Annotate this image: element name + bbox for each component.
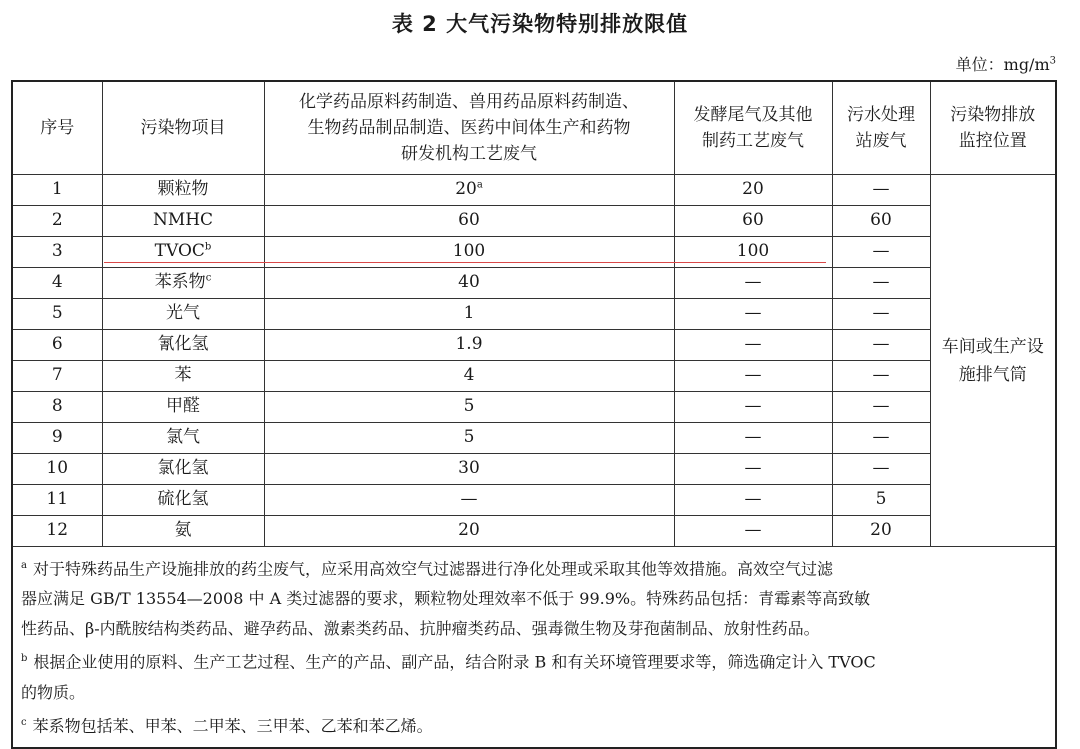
ferm-limit: 100 [674, 237, 832, 268]
footnote-mark: a [21, 560, 27, 571]
pollutant-name: 硫化氢 [102, 485, 264, 516]
ferm-limit: — [674, 299, 832, 330]
table-row [12, 516, 1056, 547]
chem-limit: 20 [264, 516, 674, 547]
chem-limit: 20$^a$ [264, 175, 674, 206]
row-number: 4 [12, 268, 102, 299]
notes-row [12, 547, 1056, 748]
chem-limit: 60 [264, 206, 674, 237]
table-row [12, 454, 1056, 485]
chem-limit: 1 [264, 299, 674, 330]
table-row [12, 330, 1056, 361]
sewage-limit: — [832, 423, 930, 454]
ferm-limit: — [674, 268, 832, 299]
monitor-location: 车间或生产设施排气筒 [930, 175, 1056, 547]
pollutant-name: TVOC$^b$ [102, 237, 264, 268]
chem-limit: 100 [264, 237, 674, 268]
table-row [12, 392, 1056, 423]
table-row [12, 361, 1056, 392]
sewage-limit: — [832, 237, 930, 268]
row-number: 5 [12, 299, 102, 330]
sewage-limit: — [832, 268, 930, 299]
pollutant-name: 颗粒物 [102, 175, 264, 206]
footnote-mark: c [21, 716, 27, 728]
ferm-limit: 60 [674, 206, 832, 237]
pollutant-name: 氯气 [102, 423, 264, 454]
footnote-line: 的物质。 [21, 682, 86, 702]
row-number: 6 [12, 330, 102, 361]
sewage-limit: — [832, 330, 930, 361]
ferm-limit: — [674, 330, 832, 361]
footnote-mark: b [21, 653, 28, 665]
sewage-limit: 20 [832, 516, 930, 547]
header-item: 污染物项目 [102, 81, 264, 175]
ferm-limit: — [674, 516, 832, 547]
table-row [12, 268, 1056, 299]
ferm-limit: 20 [674, 175, 832, 206]
pollutant-name: 氰化氢 [102, 330, 264, 361]
pollutant-name: 光气 [102, 299, 264, 330]
pollutant-name: 氨 [102, 516, 264, 547]
row-number: 11 [12, 485, 102, 516]
table-header-row [12, 81, 1056, 175]
header-no: 序号 [12, 81, 102, 175]
pollutant-name: 氯化氢 [102, 454, 264, 485]
row-number: 3 [12, 237, 102, 268]
header-ferm: 发酵尾气及其他 制药工艺废气 [674, 81, 832, 175]
ferm-limit: — [674, 485, 832, 516]
row-number: 12 [12, 516, 102, 547]
row-number: 9 [12, 423, 102, 454]
chem-limit: 40 [264, 268, 674, 299]
sewage-limit: — [832, 175, 930, 206]
sewage-limit: — [832, 392, 930, 423]
footnote-line: 器应满足 GB/T 13554—2008 中 A 类过滤器的要求，颗粒物处理效率不低于 99.9%。特殊药品包括：青霉素等高致敏 [21, 589, 871, 609]
row-number: 1 [12, 175, 102, 206]
footnote-line: $^c$ 苯系物包括苯、甲苯、二甲苯、三甲苯、乙苯和苯乙烯。 [21, 715, 433, 735]
table-row [12, 423, 1056, 454]
chem-limit: 4 [264, 361, 674, 392]
sewage-limit: — [832, 361, 930, 392]
row-number: 7 [12, 361, 102, 392]
pollutant-name: NMHC [102, 206, 264, 237]
row-number: 8 [12, 392, 102, 423]
sewage-limit: 5 [832, 485, 930, 516]
chem-limit: 5 [264, 392, 674, 423]
footnotes [12, 547, 1056, 748]
table-row [12, 485, 1056, 516]
pollutant-name: 苯系物$^c$ [102, 268, 264, 299]
table-row [12, 299, 1056, 330]
ferm-limit: — [674, 454, 832, 485]
header-chem: 化学药品原料药制造、兽用药品原料药制造、 生物药品制品制造、医药中间体生产和药物 研发机构工艺废气 [264, 81, 674, 175]
header-sewage: 污水处理 站废气 [832, 81, 930, 175]
header-location: 污染物排放 监控位置 [930, 81, 1056, 175]
table-title: 表 2 大气污染物特别排放限值 [391, 12, 689, 36]
ferm-limit: — [674, 423, 832, 454]
sewage-limit: 60 [832, 206, 930, 237]
ferm-limit: — [674, 361, 832, 392]
footnote-line: $^b$ 根据企业使用的原料、生产工艺过程、生产的产品、副产品，结合附录 B 和有关环境管理要求等，筛选确定计入 TVOC [21, 652, 876, 672]
table-row [12, 206, 1056, 237]
row-number: 2 [12, 206, 102, 237]
pollutant-name: 苯 [102, 361, 264, 392]
pollutant-name: 甲醛 [102, 392, 264, 423]
chem-limit: — [264, 485, 674, 516]
emission-limits-table [11, 80, 1057, 749]
ferm-limit: — [674, 392, 832, 423]
unit-label: 单位：$mg/m^3$ [955, 55, 1056, 74]
chem-limit: 1.9 [264, 330, 674, 361]
row-number: 10 [12, 454, 102, 485]
sewage-limit: — [832, 299, 930, 330]
chem-limit: 30 [264, 454, 674, 485]
footnote-line: 性药品、β-内酰胺结构类药品、避孕药品、激素类药品、抗肿瘤类药品、强毒微生物及芽孢菌制品、放射性药品。 [21, 619, 820, 639]
footnote-line: $^a$ 对于特殊药品生产设施排放的药尘废气，应采用高效空气过滤器进行净化处理或采取其他等效措施。高效空气过滤 [21, 559, 833, 579]
table-row [12, 175, 1056, 206]
sewage-limit: — [832, 454, 930, 485]
red-annotation-line [104, 262, 826, 263]
chem-limit: 5 [264, 423, 674, 454]
